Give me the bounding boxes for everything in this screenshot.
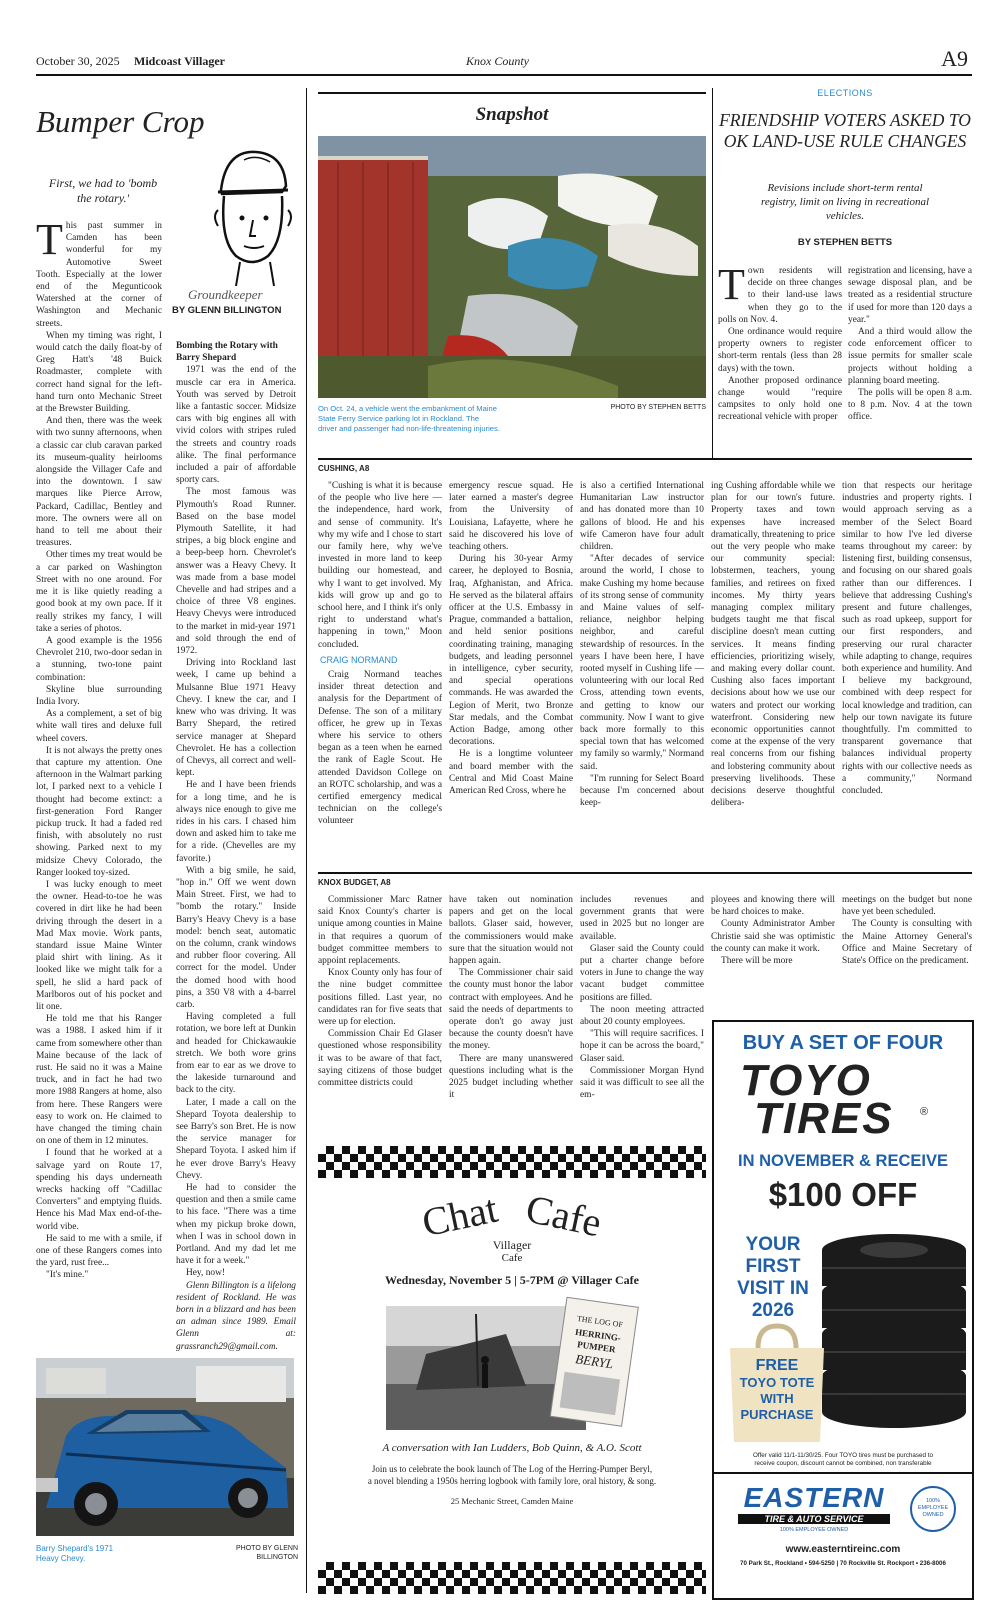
knox-jump-label: KNOX BUDGET, A8 [318, 878, 391, 887]
svg-text:BERYL: BERYL [574, 1351, 615, 1372]
elections-byline: BY STEPHEN BETTS [797, 237, 893, 248]
header-section: Knox County [466, 54, 529, 68]
ad-brand-toyo: TOYO [740, 1056, 872, 1105]
elections-col2-paragraph: The polls will be open 8 a.m. to 8 p.m. Nov. 4 at the town office. [848, 388, 972, 423]
bumper-col1-paragraph: I found that he worked at a salvage yard on Route 17, spending his days underneath wrecks hacking off "Cadillac Converters" and emptying fluids. Hence his Mad Max end-of-the-world vibe. [36, 1148, 162, 1232]
knox-col5-paragraph: meetings on the budget but none have yet been scheduled. [842, 895, 972, 918]
bumper-column-2 [176, 340, 296, 1352]
bumper-crop-subtitle: First, we had to 'bomb the rotary.' [48, 176, 158, 205]
ad-first: FIRST [745, 1256, 801, 1277]
ad-year: 2026 [751, 1300, 795, 1321]
ad-registered-mark: ® [920, 1106, 929, 1118]
bumper-col2-paragraph: He had to consider the question and then a smile came to his face. "There was a time when my pickup broke down, when I was in school down in Portland. And my dad let me have it for a week." [176, 1183, 296, 1267]
elections-column-1 [718, 260, 842, 445]
snapshot-caption: On Oct. 24, a vehicle went the embankment of Maine State Ferry Service parking lot in Rockland. The driver and passenger had non-life-threatening injuries. [318, 404, 500, 433]
bumper-col2-subhead: Bombing the Rotary with Barry Shepard [176, 341, 278, 364]
bumper-bio: Glenn Billington is a lifelong resident of Rockland. He was born in a blizzard and has been an adman since 1989. Email Glenn at: grassranch29@gmail.com. [176, 1280, 296, 1352]
snapshot-label: Snapshot [475, 104, 549, 125]
ad-brand-tires: TIRES [754, 1094, 894, 1143]
ad-fine-print-1: Offer valid 11/1-11/30/25. Four TOYO tires must be purchased to [752, 1452, 934, 1459]
knox-col3-paragraph: The noon meeting attracted about 20 county employees. [580, 1004, 704, 1028]
book-launch-photo [386, 1294, 638, 1430]
employee-owned-badge-text: 100% EMPLOYEE OWNED [917, 1498, 949, 1518]
column-divider-right [712, 88, 713, 458]
knox-col1-paragraph: Commission Chair Ed Glaser questioned whose responsibility it was to be aware of that fact, saying citizens of those budget committee districts could [318, 1029, 442, 1089]
ad-visit-in: VISIT IN [737, 1278, 809, 1299]
knox-col5-paragraph: The County is consulting with the Maine Attorney General's Office and Maine Secretary of State's Office on the predicament. [842, 919, 972, 967]
ad-tote-with: WITH [760, 1391, 794, 1406]
chat-sub-cafe: Cafe [501, 1252, 523, 1264]
bumper-byline: BY GLENN BILLINGTON [172, 305, 282, 316]
svg-text:HERRING-: HERRING- [574, 1326, 622, 1344]
knox-column-5 [842, 894, 972, 1014]
ad-tote-free: FREE [755, 1357, 799, 1374]
knox-col3-paragraph: includes revenues and government grants that were used in 2025 but no longer are available. [580, 895, 704, 942]
knox-column-1 [318, 894, 442, 1138]
cushing-rule [318, 458, 972, 460]
ad-your: YOUR [745, 1234, 801, 1255]
ad-divider [714, 1472, 972, 1474]
ad-tote-name: TOYO TOTE [739, 1375, 815, 1390]
cushing-col3-paragraph: "I'm running for Select Board because I'm concerned about keep- [580, 773, 704, 809]
eastern-logo-sub: TIRE & AUTO SERVICE [738, 1514, 890, 1524]
bumper-crop-title: Bumper Crop [36, 104, 205, 139]
cushing-column-3 [580, 480, 704, 862]
ad-tote-purchase: PURCHASE [740, 1407, 814, 1422]
knox-col1-paragraph: Knox County only has four of the nine budget committee positions filled. Last year, no candidates ran for five seats that were up for election. [318, 968, 442, 1028]
cushing-col5-paragraph: tion that respects our heritage industries and property rights. I would approach serving as a member of the Select Board similar to how I've led diverse teams throughout my career: by listening first, building consensus, and focusing on our shared goals rather than our differences. I believe that addressing Cushing's present and future challenges, such as road upkeep, support for our first responders, and preserving our rural character while adapting to change, requires both experience and humility. And I believe my background, combined with deep respect for local knowledge and tradition, can help our town navigate its future thoughtfully. I'm committed to transparent governance that balances individual property rights with our collective needs as a community," Normand concluded. [842, 481, 972, 797]
eastern-logo-wordmark: EASTERN [743, 1482, 885, 1513]
eastern-logo [728, 1482, 900, 1538]
header-date: October 30, 2025 [36, 54, 120, 68]
elections-headline: FRIENDSHIP VOTERS ASKED TO OK LAND-USE RULE CHANGES [719, 110, 971, 151]
chevy-photo-caption: Barry Shepard's 1971 Heavy Chevy. [36, 1544, 114, 1563]
drop-cap: T [718, 260, 745, 309]
bumper-col2-paragraph: Hey, now! [186, 1268, 225, 1279]
chat-invite-line-1: Join us to celebrate the book launch of The Log of the Herring-Pumper Beryl, [371, 1464, 653, 1474]
snapshot-photo [318, 136, 706, 398]
bumper-col1-paragraph: As a complement, a set of big white wall tires and deluxe full wheel covers. [36, 709, 162, 744]
bumper-column-1 [36, 215, 162, 1340]
knox-col2-paragraph: have taken out nomination papers and get on the local ballots. Glaser said, however, the commissioners would make sure that the situation would not happen again. [449, 895, 573, 967]
bumper-col1-paragraph: "It's mine." [46, 1270, 89, 1281]
elections-col1-paragraph: One ordinance would require property owners to register short-term rentals (less than 28 days) with the town. [718, 327, 842, 374]
knox-col3-paragraph: Glaser said the County could put a charter change before voters in June to change the way vacant budget committee positions are filled. [580, 943, 704, 1003]
columnist-sketch [196, 140, 306, 290]
bumper-col1-paragraph: Other times my treat would be a car parked on Washington Street with no one around. For me it is like quietly reading a good book at my own pace. If it really strikes my fancy, I will take a series of photos. [36, 550, 162, 634]
elections-kicker: ELECTIONS [817, 88, 873, 98]
header-paper: Midcoast Villager [134, 54, 225, 68]
cushing-col2-paragraph: He is a longtime volunteer and board member with the Central and Mid Coast Maine American Red Cross, where he [449, 749, 573, 797]
heavy-chevy-photo [36, 1358, 294, 1536]
bumper-col1-paragraph: He said to me with a smile, if one of these Rangers comes into the yard, rust free... [36, 1233, 162, 1269]
elections-deck: Revisions include short-term rental registry, limit on living in recreational vehicles. [760, 182, 930, 222]
chat-address: 25 Mechanic Street, Camden Maine [450, 1496, 574, 1506]
knox-column-3 [580, 894, 704, 1138]
ad-website: www.easterntireinc.com [785, 1544, 901, 1555]
bumper-col1-paragraph: I was lucky enough to meet the owner. Head-to-toe he was covered in dirt like he had been driving through the desert in a Mad Max movie. Work pants, standard issue Maine Winter plaid shirt with lining. As it looked like we might talk for a spell, he slid a hard pack of Marlboros out of his pocket and lit one. [36, 879, 162, 1012]
bumper-col2-paragraph: The most famous was Plymouth's Road Runner. Based on the base model Plymouth Satellite, it had stripes, a big block engine and a beep-beep horn. Chevrolet's answer was a Heavy Chevy. It was made from a base model Chevelle and had stripes and a choice of three V8 engines. Heavy Chevys were introduced to the market in mid-year 1971 and sold through the end of 1972. [176, 487, 296, 657]
bumper-col1-paragraph: Skyline blue surrounding India Ivory. [36, 684, 162, 707]
elections-col1-paragraph: Town residents will decide on three changes to their land-use laws when they go to the polls on Nov. 4. [718, 260, 842, 325]
cushing-col2-paragraph: During his 30-year Army career, he deployed to Bosnia, Iraq, Afghanistan, and Africa. He served as the bilateral affairs officer at the U.S. Embassy in Prague, commanded a battalion, and held senior positions coordinating training, managing budgets, and leading personnel in intelligence, cyber security, and special operations commands. He was awarded the Legion of Merit, two Bronze Star medals, and the Combat Action Badge, among other decorations. [449, 554, 573, 748]
cushing-column-2 [449, 480, 573, 862]
cushing-col1b-paragraph: Craig Normand teaches insider threat detection and analysis for the Department of Defense. The son of a military officer, he grew up in Texas where his service to others began as a teen when he earned the rank of Eagle Scout. He attended Davidson College on an ROTC scholarship, and was a certified emergency medical technician on the college's volunteer [318, 670, 442, 827]
bumper-col1-paragraph: This past summer in Camden has been wonderful for my Automotive Sweet Tooth. Especially at the lower end of the Megunticook Watershed at the corner of Washington and Mechanic streets. [36, 215, 162, 329]
cushing-col3-paragraph: is also a certified International Humanitarian Law instructor and has donated more than 10 gallons of blood. He and his wife Cameron have four adult children. [580, 481, 704, 553]
knox-col3-paragraph: Commissioner Morgan Hynd said it was difficult to see all the em- [580, 1065, 704, 1101]
bumper-col2-paragraph: 1971 was the end of the muscle car era in America. Youth was served by Detroit like a fantastic soccer. Midsize cars with big engines all with vivid colors with stripes ruled the streets and country roads alike. The final performance included a pair of affordable sporty cars. [176, 365, 296, 486]
svg-text:PUMPER: PUMPER [576, 1339, 617, 1355]
checker-border-bottom [318, 1562, 706, 1594]
cushing-col4-paragraph: ing Cushing affordable while we plan for our town's future. Property taxes and town expenses have increased dramatically, threatening to price out the very people who make our community special: lobstermen, teachers, young families, and retirees on fixed incomes. My thirty years managing complex military budgets taught me that fiscal discipline doesn't mean cutting services. It means finding efficiencies, prioritizing wisely, and making every dollar count. Cushing also faces important decisions about how we use our waters and protect our working waterfront. Considering new economic opportunities cannot come at the expense of the very real concerns from our fishing and lobstering community about preserving livelihoods. These decisions deserve thoughtful delibera- [711, 481, 835, 809]
toyo-tires-ad [712, 1020, 974, 1600]
cushing-col2-paragraph: emergency rescue squad. He later earned a master's degree from the University of Louisiana, Lafayette, where he said he discovered his love of teaching others. [449, 481, 573, 553]
chevy-photo-credit: PHOTO BY GLENN BILLINGTON [236, 1545, 298, 1561]
ad-buy-set: BUY A SET OF FOUR [742, 1032, 944, 1054]
knox-col4-paragraph: County Administrator Amber Christie said she was optimistic the county can make it work. [711, 919, 835, 954]
bumper-col1-paragraph: He told me that his Ranger was a 1988. I asked him if it came from somewhere other than Maine because of the lack of rust. He said no it was a Maine truck, and in fact he had two more 1988 Rangers at home, also from here. These Rangers were easy to work on. He claimed to have changed the timing chain on one of them in 12 minutes. [36, 1014, 162, 1147]
bumper-col2-paragraph: With a big smile, he said, "hop in." Off we went down Main Street. First, we had to "bomb the rotary." Inside Barry's Heavy Chevy is a base model: bench seat, automatic on the column, crank windows and rubber floor covering. All correct for the model. Under the domed hood with hood pins, a 350 V8 with a 4-barrel carb. [176, 865, 296, 1010]
knox-col2-paragraph: The Commissioner chair said the county must honor the labor contract with employees. And he said the needs of departments to operate don't go away just because the county doesn't have the money. [449, 968, 573, 1052]
chat-invite-line-2: a novel blending a 1950s herring logbook with family lore, oral history, & song. [367, 1476, 657, 1486]
cushing-jump-label: CUSHING, A8 [318, 464, 370, 473]
cushing-col1-paragraph: "Cushing is what it is because of the people who live here — the independence, hard work, and sense of community. It's why my wife and I chose to start our family here, why we've invested in more land to keep building our homestead, and why I want to get involved. My kids will grow up and go to school here, and I think it's only right to understand what's happening in town," Moon concluded. [318, 481, 442, 650]
bumper-col1-paragraph: It is not always the pretty ones that capture my attention. One afternoon in the Walmart parking lot, I parked next to a vehicle I thought had become extinct: a first-generation Ford Ranger pickup truck. It had a faded red finish, with absolutely no rust showing. Parked next to my midsize Chevy Colorado, the Ranger looked toy-sized. [36, 745, 162, 878]
chat-title-left: Chat [418, 1185, 502, 1246]
chat-title-right: Cafe [522, 1185, 606, 1246]
svg-text:THE LOG OF: THE LOG OF [576, 1313, 624, 1330]
cushing-column-5 [842, 480, 972, 862]
bumper-col1-paragraph: When my timing was right, I would catch the daily float-by of Greg Hatt's '48 Buick Roadmaster, complete with correct hand signal for the left-hand turn onto Mechanic Street at the Brewster Building. [36, 330, 162, 415]
chat-cafe-ad [318, 1146, 706, 1594]
cushing-column-1 [318, 480, 442, 862]
elections-column-2 [848, 265, 972, 445]
bumper-col2-paragraph: Driving into Rockland last week, I came up behind a Mulsanne Blue 1971 Heavy Chevy. I knew the car, and I knew who was driving. It was Barry Shepard, the retired service manager at Shepard Chevrolet. He has a collection of Chevys, all correct and well-kept. [176, 658, 296, 779]
bumper-col2-paragraph: He and I have been friends for a long time, and he is always nice enough to give me rides in his cars. I chased him down and asked him to take me for a ride. (Chevelles are my favorite.) [176, 780, 296, 864]
header-rule [36, 74, 972, 76]
knox-rule [318, 872, 972, 874]
page-header [36, 48, 972, 74]
knox-column-4 [711, 894, 835, 1014]
eastern-logo-owned: 100% EMPLOYEE OWNED [779, 1527, 849, 1533]
drop-cap: T [36, 215, 63, 264]
employee-owned-badge [910, 1486, 956, 1532]
groundkeeper-label: Groundkeeper [188, 287, 263, 302]
chat-when: Wednesday, November 5 | 5-7PM @ Villager Cafe [384, 1273, 639, 1287]
bumper-col1-paragraph: A good example is the 1956 Chevrolet 210, two-door sedan in a stunning, two-tone paint combination: [36, 635, 162, 683]
knox-col1-paragraph: Commissioner Marc Ratner said Knox County's charter is unique among counties in Maine in that requires a quorum of budget committee members to appoint replacements. [318, 895, 442, 967]
cushing-col3-paragraph: "After decades of service around the world, I chose to make Cushing my home because of its strong sense of community and Maine values of self-reliance, neighbor helping neighbor, and careful stewardship of resources. In the years I have been here, I have rooted myself in Cushing life — volunteering with our local Red Cross, attending town events, and getting to know our community. Now I want to give back more formally to this special town that has welcomed my family so warmly," Normand said. [580, 554, 704, 772]
ad-amount-off: $100 OFF [768, 1176, 918, 1213]
elections-col2-paragraph: registration and licensing, have a sewage disposal plan, and be treated as a residential structure if used for more than 120 days a year." [848, 266, 972, 325]
cushing-candidate-name: CRAIG NORMAND [320, 654, 398, 665]
ad-in-november: IN NOVEMBER & RECEIVE [738, 1152, 948, 1170]
bumper-col2-paragraph: Having completed a full rotation, we bore left at Dunkin and headed for Chickawaukie stretch. We both wore grins from ear to ear as we drove to the lakeside turnaround and back to the city. [176, 1012, 296, 1096]
bumper-col2-paragraph: Later, I made a call on the Shepard Toyota dealership to see Barry's son Bret. He is now the service manager for Shepard Toyota. I asked him if he ever drove Barry's Heavy Chevy. [176, 1097, 296, 1181]
ad-addresses: 70 Park St., Rockland • 594-5250 | 70 Rockville St. Rockport • 236-8006 [740, 1560, 946, 1567]
snapshot-top-rule [318, 92, 706, 94]
knox-column-2 [449, 894, 573, 1138]
knox-col4-paragraph: There will be more [721, 956, 793, 967]
chat-sub-villager: Villager [492, 1238, 532, 1252]
header-page-number: A9 [941, 46, 968, 71]
snapshot-credit: PHOTO BY STEPHEN BETTS [610, 404, 706, 411]
bumper-col1-paragraph: And then, there was the week with two sunny afternoons, when a classic car club caravan parked its museum-quality heirlooms alongside the Villager Cafe and into the downtown. I saw marques like Pierce Arrow, Packard, Cadillac, Bentley and more. The owners were all on hand to tell me about their treasures. [36, 416, 162, 549]
column-divider-left [306, 88, 307, 1593]
ad-fine-print-2: receive coupon, discount cannot be combined, non transferable [754, 1460, 932, 1467]
cushing-column-4 [711, 480, 835, 862]
knox-col3-paragraph: "This will require sacrifices. I hope it can be across the board," Glaser said. [580, 1029, 704, 1064]
knox-col2-paragraph: There are many unanswered questions including what is the 2025 budget including whether it [449, 1053, 573, 1101]
elections-col2-paragraph: And a third would allow the code enforcement officer to issue permits for smaller scale projects without holding a planning board meeting. [848, 327, 972, 386]
elections-col1-paragraph: Another proposed ordinance change would "require campsites to only hold one recreational vehicle with proper [718, 375, 842, 423]
knox-col4-paragraph: ployees and knowing there will be hard choices to make. [711, 895, 835, 918]
chat-conversation: A conversation with Ian Ludders, Bob Quinn, & A.O. Scott [382, 1442, 642, 1454]
checker-border-top [318, 1146, 706, 1178]
